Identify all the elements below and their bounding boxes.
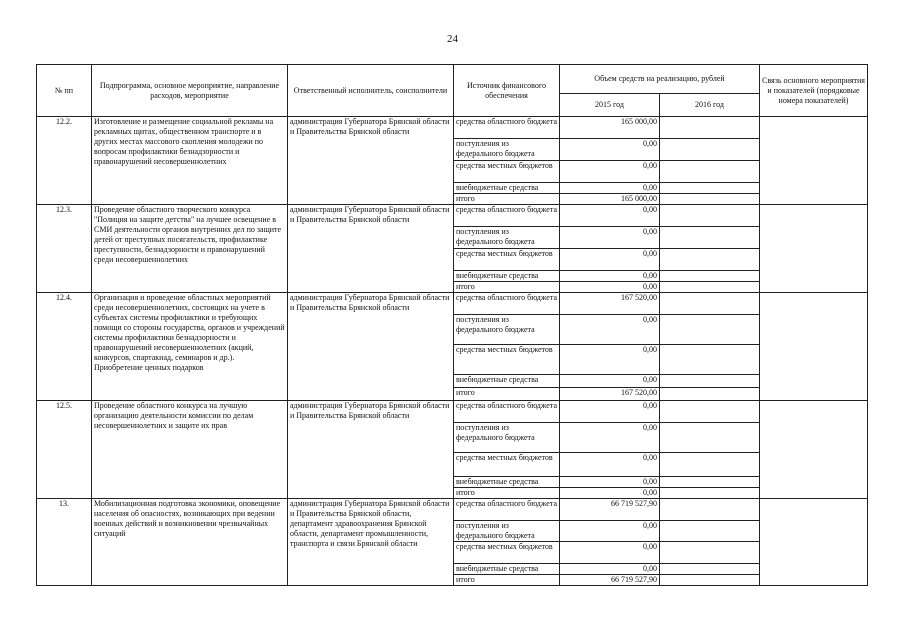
header-year-2015: 2015 год (560, 94, 660, 117)
source-label: итого (454, 575, 560, 586)
header-row (37, 65, 868, 94)
row-executor: администрация Губернатора Брянской области и Правительства Брянской области (288, 401, 454, 499)
amount-2016 (660, 271, 760, 282)
source-label: средства местных бюджетов (454, 249, 560, 271)
row-executor: администрация Губернатора Брянской области и Правительства Брянской области (288, 117, 454, 205)
amount-2016 (660, 488, 760, 499)
amount-2015: 0,00 (560, 477, 660, 488)
source-label: итого (454, 282, 560, 293)
budget-table (36, 64, 868, 586)
amount-2016 (660, 161, 760, 183)
table-row (37, 293, 868, 315)
amount-2016 (660, 477, 760, 488)
source-label: внебюджетные средства (454, 183, 560, 194)
row-program: Организация и проведение областных мероприятий среди несовершеннолетних, состоящих на учете в субъектах системы профилактики и требующих помощи со стороны государства, органов и учреждений системы профилактики безнадзорности и правонарушений несовершеннолетних (акций, конкурсов, спартакиад, семинаров и др.). Приобретение ценных подарков (92, 293, 288, 401)
amount-2016 (660, 205, 760, 227)
amount-2015: 0,00 (560, 423, 660, 453)
amount-2016 (660, 453, 760, 477)
source-label: средства местных бюджетов (454, 453, 560, 477)
indicator-link (760, 401, 868, 499)
source-label: поступления из федерального бюджета (454, 315, 560, 345)
source-label: средства областного бюджета (454, 293, 560, 315)
amount-2016 (660, 117, 760, 139)
source-label: средства областного бюджета (454, 499, 560, 521)
header-year-2016: 2016 год (660, 94, 760, 117)
amount-2015: 0,00 (560, 271, 660, 282)
amount-2015: 167 520,00 (560, 293, 660, 315)
row-program: Мобилизационная подготовка экономики, оповещение населения об опасностях, возникающих при ведении военных действий и возникновении чрезвычайных ситуаций (92, 499, 288, 586)
row-executor: администрация Губернатора Брянской области и Правительства Брянской области (288, 205, 454, 293)
amount-2015: 0,00 (560, 453, 660, 477)
row-program: Проведение областного конкурса на лучшую организацию деятельности комиссии по делам несовершеннолетних и защите их прав (92, 401, 288, 499)
amount-2015: 0,00 (560, 205, 660, 227)
amount-2016 (660, 345, 760, 375)
row-executor: администрация Губернатора Брянской области и Правительства Брянской области, департамент здравоохранения Брянской области, департамент промышленности, транспорта и связи Брянской области (288, 499, 454, 586)
amount-2016 (660, 183, 760, 194)
source-label: средства областного бюджета (454, 205, 560, 227)
table-row (37, 499, 868, 521)
amount-2016 (660, 375, 760, 388)
row-no: 12.5. (37, 401, 92, 499)
amount-2016 (660, 575, 760, 586)
source-label: итого (454, 194, 560, 205)
amount-2016 (660, 401, 760, 423)
source-label: средства местных бюджетов (454, 161, 560, 183)
header-no: № пп (37, 65, 92, 117)
amount-2015: 0,00 (560, 521, 660, 542)
source-label: средства местных бюджетов (454, 542, 560, 564)
source-label: поступления из федерального бюджета (454, 139, 560, 161)
amount-2016 (660, 194, 760, 205)
row-program: Изготовление и размещение социальной рекламы на рекламных щитах, общественном транспорте и в других местах массового скопления молодежи по вопросам профилактики безнадзорности и правонарушений несовершеннолетних (92, 117, 288, 205)
source-label: итого (454, 488, 560, 499)
indicator-link (760, 499, 868, 586)
amount-2015: 165 000,00 (560, 194, 660, 205)
amount-2015: 0,00 (560, 315, 660, 345)
source-label: поступления из федерального бюджета (454, 423, 560, 453)
table-row (37, 117, 868, 139)
amount-2016 (660, 521, 760, 542)
header-link: Связь основного мероприятия и показателей (порядковые номера показателей) (760, 65, 868, 117)
row-executor: администрация Губернатора Брянской области и Правительства Брянской области (288, 293, 454, 401)
amount-2015: 165 000,00 (560, 117, 660, 139)
source-label: средства областного бюджета (454, 117, 560, 139)
indicator-link (760, 205, 868, 293)
header-source: Источник финансового обеспечения (454, 65, 560, 117)
amount-2015: 0,00 (560, 542, 660, 564)
amount-2015: 66 719 527,90 (560, 575, 660, 586)
source-label: внебюджетные средства (454, 375, 560, 388)
row-no: 12.3. (37, 205, 92, 293)
page-number: 24 (447, 33, 458, 45)
source-label: средства областного бюджета (454, 401, 560, 423)
source-label: итого (454, 388, 560, 401)
amount-2015: 0,00 (560, 564, 660, 575)
amount-2015: 0,00 (560, 227, 660, 249)
header-executor: Ответственный исполнитель, соисполнители (288, 65, 454, 117)
source-label: средства местных бюджетов (454, 345, 560, 375)
table-row (37, 205, 868, 227)
amount-2015: 0,00 (560, 161, 660, 183)
amount-2015: 0,00 (560, 249, 660, 271)
source-label: внебюджетные средства (454, 564, 560, 575)
amount-2015: 0,00 (560, 183, 660, 194)
amount-2015: 0,00 (560, 488, 660, 499)
amount-2016 (660, 293, 760, 315)
amount-2016 (660, 227, 760, 249)
indicator-link (760, 117, 868, 205)
amount-2016 (660, 249, 760, 271)
amount-2015: 0,00 (560, 375, 660, 388)
amount-2016 (660, 423, 760, 453)
amount-2015: 0,00 (560, 139, 660, 161)
amount-2015: 0,00 (560, 282, 660, 293)
amount-2016 (660, 388, 760, 401)
amount-2016 (660, 542, 760, 564)
row-no: 12.4. (37, 293, 92, 401)
amount-2015: 0,00 (560, 401, 660, 423)
row-no: 12.2. (37, 117, 92, 205)
amount-2015: 66 719 527,90 (560, 499, 660, 521)
source-label: поступления из федерального бюджета (454, 227, 560, 249)
amount-2015: 167 520,00 (560, 388, 660, 401)
amount-2016 (660, 564, 760, 575)
source-label: внебюджетные средства (454, 477, 560, 488)
amount-2016 (660, 139, 760, 161)
amount-2015: 0,00 (560, 345, 660, 375)
source-label: внебюджетные средства (454, 271, 560, 282)
header-volume: Объем средств на реализацию, рублей (560, 65, 760, 94)
source-label: поступления из федерального бюджета (454, 521, 560, 542)
table-row (37, 401, 868, 423)
amount-2016 (660, 499, 760, 521)
row-program: Проведение областного творческого конкурса "Полиция на защите детства" на лучшее освещение в СМИ деятельности органов внутренних дел по защите детей от преступных посягательств, профилактике преступности, безнадзорности и правонарушений среди несовершеннолетних (92, 205, 288, 293)
indicator-link (760, 293, 868, 401)
amount-2016 (660, 282, 760, 293)
row-no: 13. (37, 499, 92, 586)
header-program: Подпрограмма, основное мероприятие, направление расходов, мероприятие (92, 65, 288, 117)
amount-2016 (660, 315, 760, 345)
